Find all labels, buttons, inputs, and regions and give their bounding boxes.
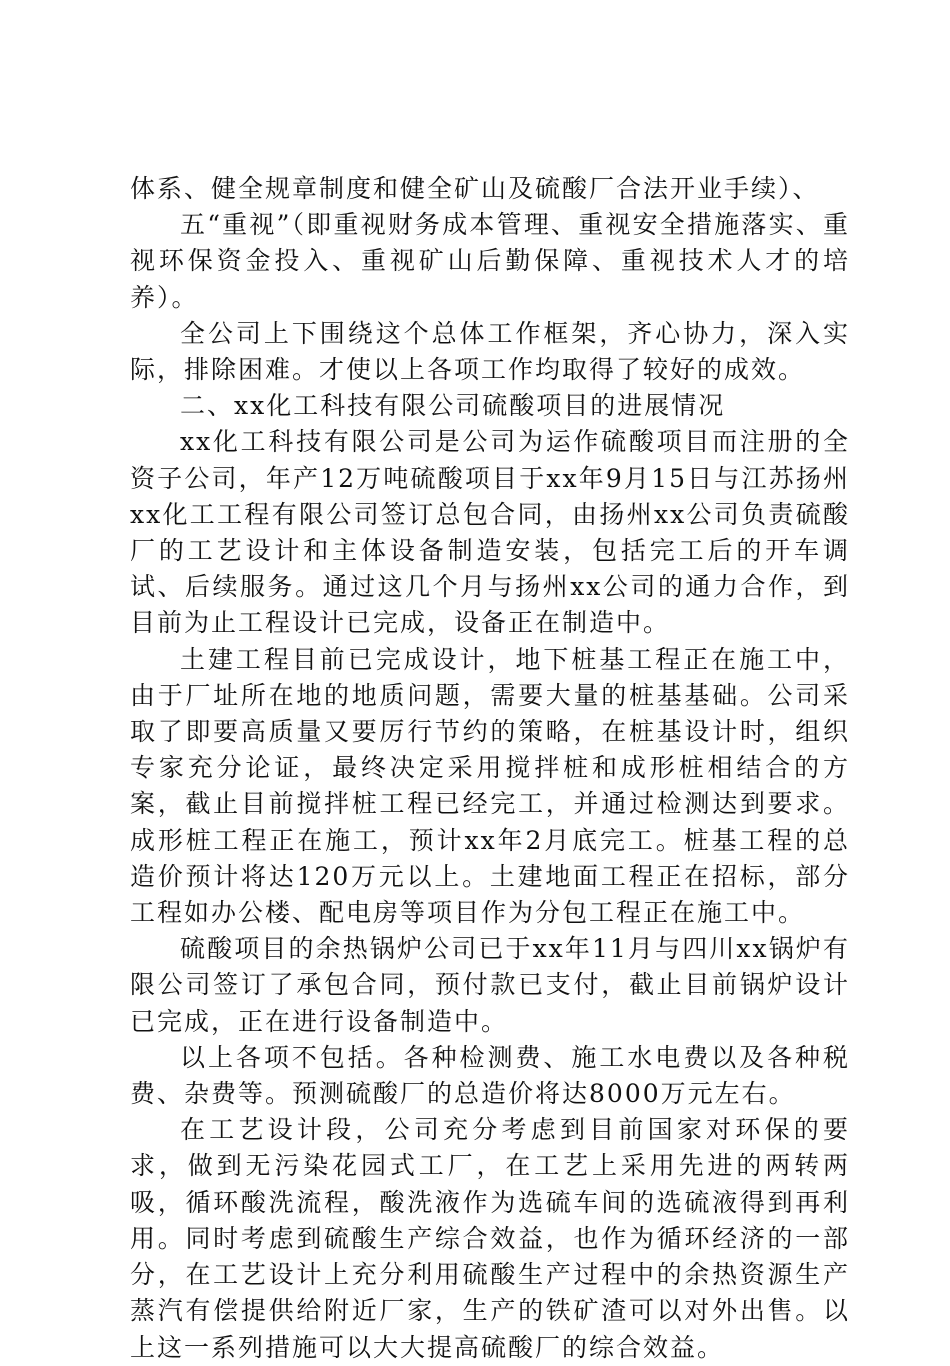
paragraph-process-design: 在工艺设计段，公司充分考虑到目前国家对环保的要求，做到无污染花园式工厂，在工艺上采用先进的两转两吸，循环酸洗流程，酸洗液作为选硫车间的选硫液得到再利用。同时考虑到硫酸生产综合效益，也作为循环经济的一部分，在工艺设计上充分利用硫酸生产过程中的余热资源生产蒸汽有偿提供给附近厂家，生产的铁矿渣可以对外出售。以上这一系列措施可以大大提高硫酸厂的综合效益。: [130, 1115, 850, 1362]
paragraph-subsidiary-contract: xx化工科技有限公司是公司为运作硫酸项目而注册的全资子公司，年产12万吨硫酸项目于xx年9月15日与江苏扬州xx化工工程有限公司签订总包合同，由扬州xx公司负责硫酸厂的工艺设计和主体设备制造安装，包括完工后的开车调试、后续服务。通过这几个月与扬州xx公司的通力合作，到目前为止工程设计已完成，设备正在制造中。: [130, 427, 850, 638]
paragraph-total-cost: 以上各项不包括。各种检测费、施工水电费以及各种税费、杂费等。预测硫酸厂的总造价将达8000万元左右。: [130, 1042, 850, 1109]
paragraph-five-priorities: 五“重视”（即重视财务成本管理、重视安全措施落实、重视环保资金投入、重视矿山后勤保障、重视技术人才的培养）。: [130, 210, 850, 312]
paragraph-continuation: 体系、健全规章制度和健全矿山及硫酸厂合法开业手续）、: [130, 174, 820, 203]
section-heading-sulfuric-acid-project: 二、xx化工科技有限公司硫酸项目的进展情况: [180, 391, 726, 421]
paragraph-civil-engineering: 土建工程目前已完成设计，地下桩基工程正在施工中，由于厂址所在地的地质问题，需要大量的桩基基础。公司采取了即要高质量又要厉行节约的策略，在桩基设计时，组织专家充分论证，最终决定采用搅拌桩和成形桩相结合的方案，截止目前搅拌桩工程已经完工，并通过检测达到要求。成形桩工程正在施工，预计xx年2月底完工。桩基工程的总造价预计将达120万元以上。土建地面工程正在招标，部分工程如办公楼、配电房等项目作为分包工程正在施工中。: [130, 644, 850, 928]
paragraph-framework-results: 全公司上下围绕这个总体工作框架，齐心协力，深入实际，排除困难。才使以上各项工作均取得了较好的成效。: [130, 318, 850, 385]
document-body: [130, 171, 850, 1366]
paragraph-waste-heat-boiler: 硫酸项目的余热锅炉公司已于xx年11月与四川xx锅炉有限公司签订了承包合同，预付款已支付，截止目前锅炉设计已完成，正在进行设备制造中。: [130, 934, 850, 1036]
